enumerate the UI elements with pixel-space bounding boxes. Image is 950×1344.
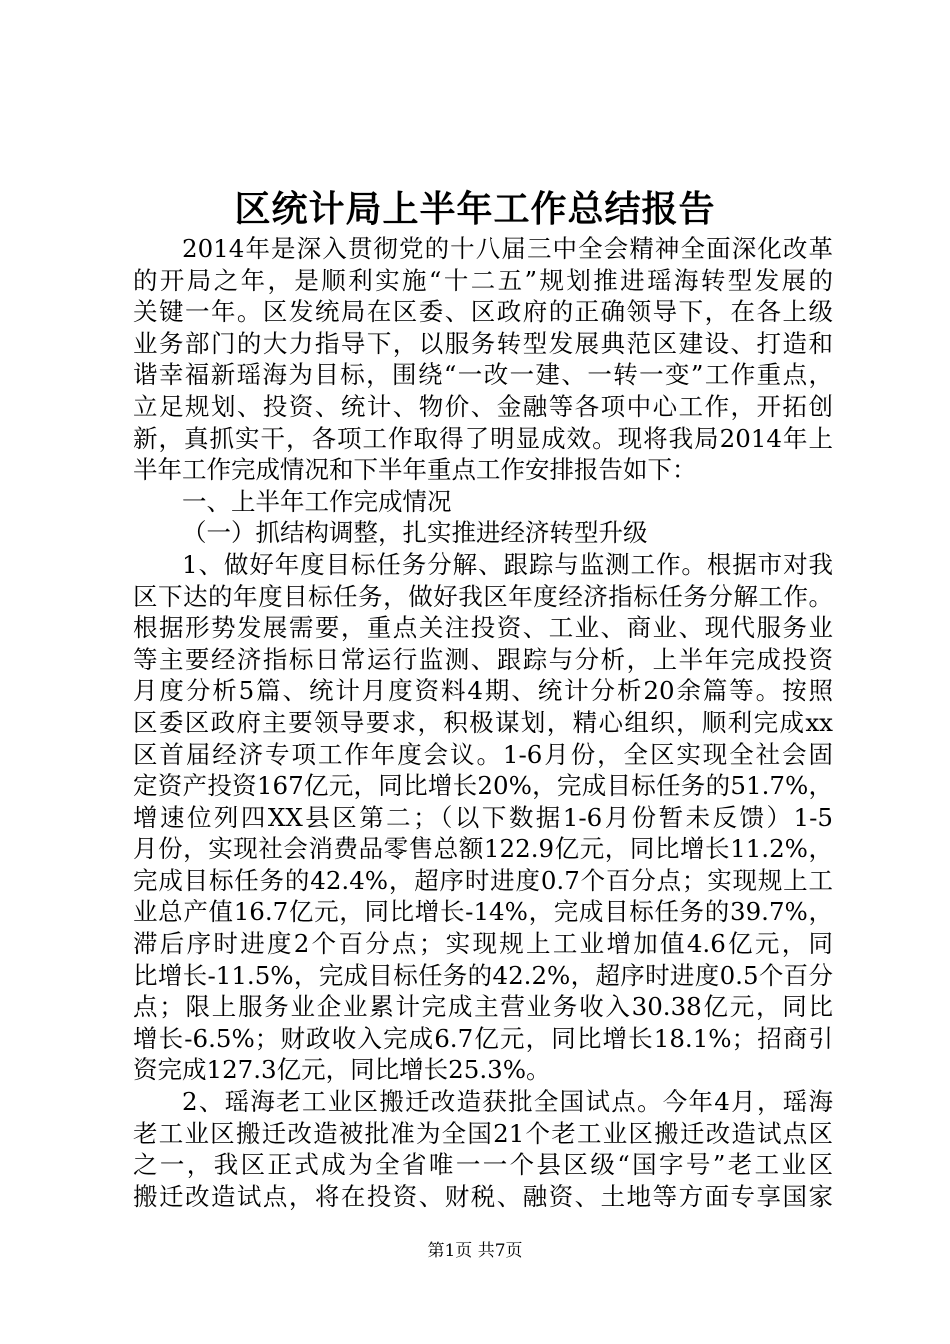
body-line: 区首届经济专项工作年度会议。1-6月份，全区实现全社会固 bbox=[133, 739, 833, 769]
body-line: 增速位列四XX县区第二；（以下数据1-6月份暂未反馈）1-5 bbox=[133, 802, 833, 832]
body-line: 立足规划、投资、统计、物价、金融等各项中心工作，开拓创 bbox=[133, 391, 833, 421]
body-line: 谐幸福新瑶海为目标，围绕“一改一建、一转一变”工作重点， bbox=[133, 360, 833, 390]
body-line: 业总产值16.7亿元，同比增长-14%，完成目标任务的39.7%， bbox=[133, 897, 833, 927]
page-title: 区统计局上半年工作总结报告 bbox=[234, 188, 716, 230]
body-line: 老工业区搬迁改造被批准为全国21个老工业区搬迁改造试点区 bbox=[133, 1118, 833, 1148]
document-body bbox=[133, 233, 833, 1212]
subsection-heading: （一）抓结构调整，扎实推进经济转型升级 bbox=[182, 518, 648, 548]
body-line: 关键一年。区发统局在区委、区政府的正确领导下，在各上级 bbox=[133, 297, 833, 327]
body-line: 等主要经济指标日常运行监测、跟踪与分析，上半年完成投资 bbox=[133, 644, 833, 674]
body-line: 新，真抓实干，各项工作取得了明显成效。现将我局2014年上 bbox=[133, 423, 833, 453]
body-line: 业务部门的大力指导下，以服务转型发展典范区建设、打造和 bbox=[133, 328, 833, 358]
body-line: 2014年是深入贯彻党的十八届三中全会精神全面深化改革 bbox=[182, 234, 833, 263]
body-line: 资完成127.3亿元，同比增长25.3%。 bbox=[133, 1055, 551, 1085]
body-line: 增长-6.5%；财政收入完成6.7亿元，同比增长18.1%；招商引 bbox=[133, 1023, 833, 1053]
body-line: 2、瑶海老工业区搬迁改造获批全国试点。今年4月，瑶海 bbox=[182, 1087, 833, 1117]
body-line: 半年工作完成情况和下半年重点工作安排报告如下： bbox=[133, 455, 697, 485]
body-line: 根据形势发展需要，重点关注投资、工业、商业、现代服务业 bbox=[133, 613, 833, 643]
body-line: 之一，我区正式成为全省唯一一个县区级“国字号”老工业区 bbox=[133, 1150, 833, 1180]
body-line: 的开局之年，是顺利实施“十二五”规划推进瑶海转型发展的 bbox=[133, 265, 833, 295]
body-line: 月度分析5篇、统计月度资料4期、统计分析20余篇等。按照 bbox=[133, 676, 833, 706]
body-line: 点；限上服务业企业累计完成主营业务收入30.38亿元，同比 bbox=[133, 992, 833, 1022]
body-line: 1、做好年度目标任务分解、跟踪与监测工作。根据市对我 bbox=[182, 549, 833, 579]
body-line: 区委区政府主要领导要求，积极谋划，精心组织，顺利完成xx bbox=[133, 707, 833, 737]
page-footer: 第1页 共7页 bbox=[427, 1241, 523, 1261]
body-line: 滞后序时进度2个百分点；实现规上工业增加值4.6亿元，同 bbox=[133, 929, 833, 959]
body-line: 月份，实现社会消费品零售总额122.9亿元，同比增长11.2%， bbox=[133, 834, 833, 864]
section-heading: 一、上半年工作完成情况 bbox=[182, 486, 452, 516]
body-line: 搬迁改造试点，将在投资、财税、融资、土地等方面专享国家 bbox=[133, 1181, 833, 1211]
body-line: 定资产投资167亿元，同比增长20%，完成目标任务的51.7%， bbox=[133, 771, 833, 801]
body-line: 比增长-11.5%，完成目标任务的42.2%，超序时进度0.5个百分 bbox=[133, 960, 833, 990]
body-line: 区下达的年度目标任务，做好我区年度经济指标任务分解工作。 bbox=[133, 581, 833, 611]
body-line: 完成目标任务的42.4%，超序时进度0.7个百分点；实现规上工 bbox=[133, 865, 833, 895]
